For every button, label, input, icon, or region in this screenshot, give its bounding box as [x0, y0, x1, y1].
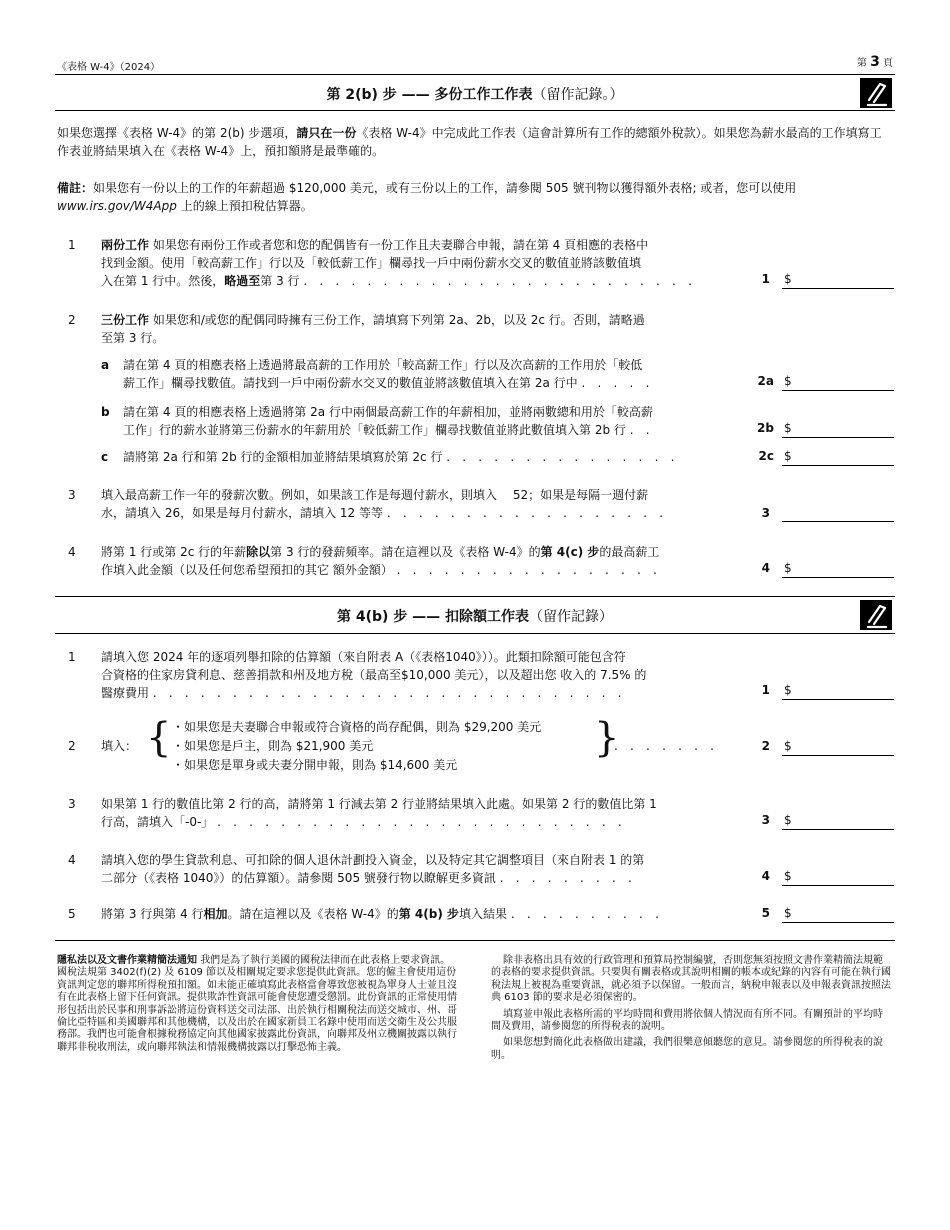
line-3-text: 填入最高薪工作一年的發薪次數。例如，如果該工作是每週付薪水，則填入 52；如果是每隔一週付薪 水，請填入 26，如果是每月付薪水，請填入 12 等等 . . . . . . . . . . . . . . . . . .	[101, 488, 668, 520]
line-label: 2b	[757, 421, 774, 435]
line-label: 2a	[757, 374, 774, 388]
divider	[55, 940, 895, 941]
deduction-line-5-amount-field[interactable]	[782, 922, 894, 923]
line-letter: b	[101, 405, 110, 419]
worksheet-2b-intro: 如果您選擇《表格 W-4》的第 2(b) 步選項，請只在一份《表格 W-4》中完成此工作表（這會計算所有工作的總額外稅款）。如果您為薪水最高的工作填寫工作表並將結果填入在《表格 W-4》上，預扣額將是最準確的。	[57, 126, 882, 158]
deduction-line-4-amount-field[interactable]	[782, 885, 894, 886]
dots-leader: . . . . . . .	[614, 739, 719, 753]
line-number: 2	[68, 739, 76, 753]
line-number: 5	[68, 907, 76, 921]
dollar-sign: $	[784, 906, 792, 920]
deduction-line-1-amount-field[interactable]	[782, 699, 894, 700]
line-4-text: 將第 1 行或第 2c 行的年薪除以第 3 行的發薪頻率。請在這裡以及《表格 W-4》的第 4(c) 步的最高薪工 作填入此金額（以及任何您希望預扣的其它 額外金額） . . . . . . . . . . . . . . . . .	[101, 545, 662, 577]
privacy-notice-left: 隱私法以及文書作業精簡法通知 我們是為了執行美國的國稅法律而在此表格上要求資訊。國稅法規第 3402(f)(2) 及 6109 節以及相關規定要求您提供此資訊。您的僱主會使用這份資訊判定您的聯邦所得稅預扣額。如未能正確填寫此表格當會導致您被視為單身人士並且沒有在此表格上留下任何資訊。提供欺詐性資訊可能會使您遭受懲罰。此份資訊的正常使用情形包括出於民事和刑事訴訟將這份資料送交司法部、出於執行相關稅法而送交城市、州、哥倫比亞特區和美國聯邦和其他機構，以及出於在國家新員工名錄中使用而送交衛生及公共服務部。我們也可能會根據稅務協定向其他國家披露此份資訊，向聯邦及州立機關披露以執行聯邦非稅收刑法，或向聯邦執法和情報機構披露以打擊恐怖主義。	[57, 955, 457, 1053]
pencil-icon	[860, 600, 892, 630]
right-brace: }	[594, 715, 620, 761]
deduction-line-1-text: 請填入您 2024 年的逐項列舉扣除的估算額（來自附表 A（《表格1040》））。此類扣除額可能包含符 合資格的住家房貸利息、慈善捐款和州及地方稅（最高至$10,000 美元），以及超出您 收入的 7.5% 的 醫療費用 . . . . . . . . . . . . . . . . . . . . . . . . . . . . . .	[101, 650, 647, 700]
line-number: 1	[68, 650, 76, 664]
worksheet-2b-note: 備註：如果您有一份以上的工作的年薪超過 $120,000 美元，或有三份以上的工作，請參閱 505 號刊物以獲得額外表格; 或者，您可以使用 www.irs.gov/W4App 上的線上預扣稅估算器。	[57, 181, 797, 213]
divider	[55, 633, 895, 634]
form-label: 《表格 W-4》（2024）	[57, 62, 161, 73]
dollar-sign: $	[784, 449, 792, 463]
deduction-line-4-text: 請填入您的學生貸款利息、可扣除的個人退休計劃投入資金，以及特定其它調整項目（來自附表 1 的第 二部分（《表格 1040》）的估算額）。請參閱 505 號發行物以瞭解更多資訊 . . . . . . . . .	[101, 853, 645, 885]
line-number: 1	[68, 238, 76, 252]
line-2c-amount-field[interactable]	[782, 465, 894, 466]
line-label: 3	[761, 506, 770, 520]
line-number: 4	[68, 853, 76, 867]
dollar-sign: $	[784, 374, 792, 388]
page-number: 3	[870, 54, 880, 70]
dollar-sign: $	[784, 421, 792, 435]
line-4-amount-field[interactable]	[782, 577, 894, 578]
dollar-sign: $	[784, 683, 792, 697]
deduction-line-3-amount-field[interactable]	[782, 829, 894, 830]
divider	[55, 74, 895, 75]
line-number: 3	[68, 488, 76, 502]
line-2a-text: 請在第 4 頁的相應表格上透過將最高薪的工作用於「較高薪工作」行以及次高薪的工作用於「較低 薪工作」欄尋找數值。請找到一戶中兩份薪水交叉的數值並將該數值填入在第 2a 行中 . . . . .	[123, 358, 654, 390]
dollar-sign: $	[784, 561, 792, 575]
divider	[55, 596, 895, 597]
deduction-line-5-text: 將第 3 行與第 4 行相加。請在這裡以及《表格 W-4》的第 4(b) 步填入結果 . . . . . . . . . .	[101, 907, 664, 921]
deduction-options: ・如果您是夫妻聯合申報或符合資格的尚存配偶，則為 $29,200 美元 ・如果您是戶主，則為 $21,900 美元 ・如果您是單身或夫妻分開申報，則為 $14,600 美元	[172, 720, 542, 772]
line-2b-text: 請在第 4 頁的相應表格上透過將第 2a 行中兩個最高薪工作的年薪相加，並將兩數總和用於「較高薪 工作」行的薪水並將第三份薪水的年薪用於「較低薪工作」欄尋找數值並將此數值填入第 2b 行 . .	[123, 405, 654, 437]
line-label: 1	[761, 683, 770, 697]
line-label: 5	[761, 906, 770, 920]
line-label: 4	[761, 869, 770, 883]
line-label: 4	[761, 561, 770, 575]
privacy-notice-right: 除非表格出具有效的行政管理和預算局控制編號，否則您無須按照文書作業精簡法規範的表格的要求提供資訊。只要與有關表格或其說明相關的帳本或紀錄的內容有可能在執行國稅法規上被視為重要資訊，就必須予以保留。一般而言，納稅申報表以及申報表資訊按照法典 6103 節的要求是必須保密的。 填寫並申報此表格所需的平均時間和費用將依個人情況而有所不同。有關預計的平均時間及費用，請參閱您的所得稅表的說明。 如果您想對簡化此表格做出建議，我們很樂意傾聽您的意見。請參閱您的所得稅表的說明。	[491, 955, 891, 1061]
line-1-amount-field[interactable]	[782, 288, 894, 289]
line-number: 2	[68, 313, 76, 327]
page-number-label: 第 3 頁	[856, 54, 893, 70]
line-letter: c	[101, 450, 109, 464]
line-label: 2c	[758, 449, 774, 463]
dollar-sign: $	[784, 813, 792, 827]
line-label: 1	[761, 272, 770, 286]
line-2a-amount-field[interactable]	[782, 390, 894, 391]
line-2b-amount-field[interactable]	[782, 437, 894, 438]
line-number: 3	[68, 797, 76, 811]
dollar-sign: $	[784, 272, 792, 286]
dollar-sign: $	[784, 739, 792, 753]
pencil-icon	[860, 78, 892, 108]
line-label: 3	[761, 813, 770, 827]
line-label: 2	[761, 739, 770, 753]
line-2-text: 三份工作 如果您和/或您的配偶同時擁有三份工作，請填寫下列第 2a、2b，以及 2c 行。否則，請略過 至第 3 行。	[101, 313, 645, 345]
deduction-line-2-amount-field[interactable]	[782, 755, 894, 756]
worksheet-2b-title: 第 2(b) 步 —— 多份工作工作表（留作記錄。）	[326, 87, 624, 103]
line-2c-text: 請將第 2a 行和第 2b 行的金額相加並將結果填寫於第 2c 行 . . . . . . . . . . . . . . .	[123, 450, 679, 464]
divider	[55, 110, 895, 111]
left-brace: {	[146, 715, 172, 761]
dollar-sign: $	[784, 869, 792, 883]
line-number: 4	[68, 545, 76, 559]
deduction-line-3-text: 如果第 1 行的數值比第 2 行的高，請將第 1 行減去第 2 行並將結果填入此處。如果第 2 行的數值比第 1 行高，請填入「-0-」 . . . . . . . . . . . . . . . . . . . . . . . . . .	[101, 797, 657, 829]
line-3-amount-field[interactable]	[782, 521, 894, 522]
worksheet-4b-title: 第 4(b) 步 —— 扣除額工作表（留作記錄）	[336, 609, 614, 625]
line-1-text: 兩份工作 如果您有兩份工作或者您和您的配偶皆有一份工作且夫妻聯合申報，請在第 4 頁相應的表格中 找到金額。使用「較高薪工作」行以及「較低薪工作」欄尋找一戶中兩份薪水交叉的數值並將該數值填 入在第 1 行中。然後，略過至第 3 行 . . . . . . . . . . . . . . . . . . . . . . . . .	[101, 238, 697, 288]
enter-label: 填入：	[101, 739, 138, 753]
line-letter: a	[101, 358, 110, 372]
